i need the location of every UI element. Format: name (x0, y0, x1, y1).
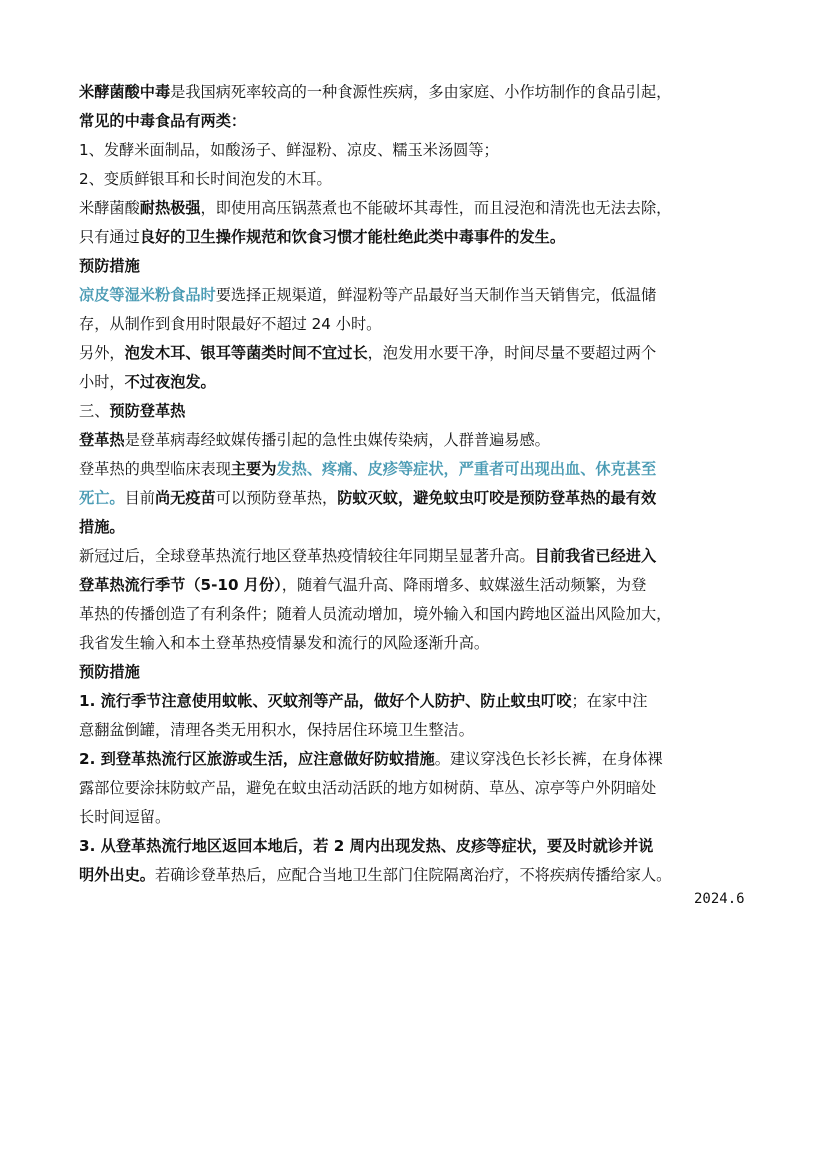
measure-2-line-3: 长时间逗留。 (79, 808, 171, 826)
term-mibianjunsuan: 米酵菌酸中毒 (79, 83, 171, 101)
paragraph-liangpi-line-1: 凉皮等湿米粉食品时要选择正规渠道，鲜湿粉等产品最好当天制作当天销售完，低温储 (79, 286, 657, 304)
paragraph-epidemic-line-3: 革热的传播创造了有利条件；随着人员流动增加，境外输入和国内跨地区溢出风险加大， (79, 605, 672, 623)
measure-3-line-1: 3. 从登革热流行地区返回本地后，若 2 周内出现发热、皮疹等症状，要及时就诊并说 (79, 837, 654, 855)
paragraph-epidemic-line-1: 新冠过后，全球登革热流行地区登革热疫情较往年同期呈显著升高。目前我省已经进入 (79, 547, 657, 565)
section-heading-prevention-1: 预防措施 (79, 257, 140, 275)
measure-2-line-2: 露部位要涂抹防蚊产品，避免在蚊虫活动活跃的地方如树荫、草丛、凉亭等户外阴暗处 (79, 779, 657, 797)
section-heading-prevention-2: 预防措施 (79, 663, 140, 681)
measure-3-line-2: 明外出史。若确诊登革热后，应配合当地卫生部门住院隔离治疗，不将疾病传播给家人。 (79, 866, 672, 884)
paragraph-heat-line-2: 只有通过良好的卫生操作规范和饮食习惯才能杜绝此类中毒事件的发生。 (79, 228, 565, 246)
section-heading-dengue: 三、预防登革热 (79, 402, 186, 420)
list-item-1: 1、发酵米面制品，如酸汤子、鲜湿粉、凉皮、糯玉米汤圆等； (79, 141, 499, 159)
paragraph-muer-line-2: 小时，不过夜泡发。 (79, 373, 216, 391)
measure-2-line-1: 2. 到登革热流行区旅游或生活，应注意做好防蚊措施。建议穿浅色长衫长裤，在身体裸 (79, 750, 663, 768)
paragraph-symptoms-line-1: 登革热的典型临床表现主要为发热、疼痛、皮疹等症状，严重者可出现出血、休克甚至 (79, 460, 657, 478)
paragraph-symptoms-line-2: 死亡。目前尚无疫苗可以预防登革热，防蚊灭蚊，避免蚊虫叮咬是预防登革热的最有效 (79, 489, 657, 507)
document-date: 2024.6 (694, 891, 745, 907)
paragraph-epidemic-line-4: 我省发生输入和本土登革热疫情暴发和流行的风险逐渐升高。 (79, 634, 490, 652)
list-item-2: 2、变质鲜银耳和长时间泡发的木耳。 (79, 170, 332, 188)
paragraph-intro-line-2: 常见的中毒食品有两类： (79, 112, 247, 130)
measure-1-line-2: 意翻盆倒罐，清理各类无用积水，保持居住环境卫生整洁。 (79, 721, 474, 739)
paragraph-symptoms-line-3: 措施。 (79, 518, 125, 536)
paragraph-dengue-def: 登革热是登革病毒经蚊媒传播引起的急性虫媒传染病，人群普遍易感。 (79, 431, 550, 449)
document-body (79, 78, 751, 890)
measure-1-line-1: 1. 流行季节注意使用蚊帐、灭蚊剂等产品，做好个人防护、防止蚊虫叮咬；在家中注 (79, 692, 648, 710)
paragraph-muer-line-1: 另外，泡发木耳、银耳等菌类时间不宜过长，泡发用水要干净，时间尽量不要超过两个 (79, 344, 657, 362)
paragraph-epidemic-line-2: 登革热流行季节（5-10 月份），随着气温升高、降雨增多、蚊媒滋生活动频繁，为登 (79, 576, 647, 594)
paragraph-intro-line-1: 米酵菌酸中毒是我国病死率较高的一种食源性疾病，多由家庭、小作坊制作的食品引起， (79, 83, 672, 101)
paragraph-liangpi-line-2: 存，从制作到食用时限最好不超过 24 小时。 (79, 315, 382, 333)
paragraph-heat-line-1: 米酵菌酸耐热极强，即使用高压锅蒸煮也不能破坏其毒性，而且浸泡和清洗也无法去除， (79, 199, 672, 217)
